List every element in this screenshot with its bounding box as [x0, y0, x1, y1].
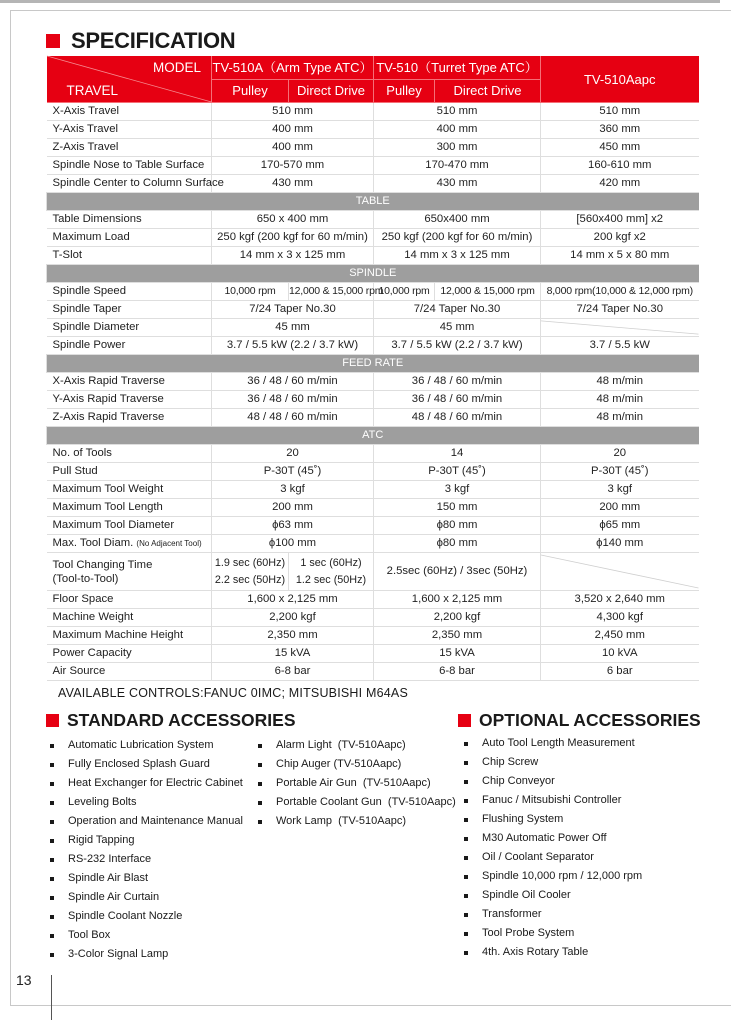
not-applicable-slash	[541, 553, 699, 590]
model-travel-corner	[47, 56, 212, 103]
model-travel-corner-box	[47, 56, 212, 102]
table-row	[47, 247, 699, 265]
cell-tv510a: 48 / 48 / 60 m/min	[212, 409, 374, 427]
model-label: MODEL	[152, 60, 201, 75]
cell-tv510a: 170-570 mm	[212, 157, 374, 175]
row-label: Y-Axis Travel	[47, 121, 212, 139]
cell-tv510a: 510 mm	[212, 103, 374, 121]
row-label: Maximum Machine Height	[47, 627, 212, 645]
list-item-text: Tool Probe System	[482, 927, 575, 939]
list-item	[464, 734, 700, 753]
specification-title: SPECIFICATION	[71, 28, 236, 53]
row-label-line-1: Tool Changing Time	[52, 558, 153, 571]
bullet-icon	[50, 801, 54, 805]
table-row	[47, 463, 699, 481]
cell-tv510aapc: 360 mm	[541, 121, 699, 139]
cell-tv510a: 2,350 mm	[212, 627, 374, 645]
bullet-icon	[50, 953, 54, 957]
list-item	[50, 831, 250, 850]
table-row	[47, 409, 699, 427]
cell-tv510: 14	[374, 445, 541, 463]
cell-tv510: 650x400 mm	[374, 211, 541, 229]
row-label: Z-Axis Rapid Traverse	[47, 409, 212, 427]
page-top-border	[0, 0, 720, 3]
cell-tv510aapc: 8,000 rpm(10,000 & 12,000 rpm)	[541, 283, 699, 301]
cell-tv510aapc: 48 m/min	[541, 373, 699, 391]
list-item-text: Portable Air Gun (TV-510Aapc)	[276, 777, 431, 789]
section-row-feed-rate	[47, 355, 699, 373]
bullet-icon	[50, 839, 54, 843]
cell-tv510aapc: 3.7 / 5.5 kW	[541, 337, 699, 355]
cell-tv510: 6-8 bar	[374, 663, 541, 681]
available-controls-note: AVAILABLE CONTROLS:FANUC 0IMC; MITSUBISHI M64AS	[58, 686, 408, 700]
cell-tv510: 170-470 mm	[374, 157, 541, 175]
table-row	[47, 553, 699, 591]
bullet-icon	[50, 858, 54, 862]
bullet-icon	[50, 934, 54, 938]
list-item-text: Chip Conveyor	[482, 775, 555, 787]
bullet-icon	[258, 801, 262, 805]
table-row	[47, 283, 699, 301]
sub-header-pulley: Pulley	[374, 79, 435, 102]
list-item	[464, 791, 700, 810]
section-row-atc	[47, 427, 699, 445]
standard-accessories-list-aapc	[258, 736, 454, 831]
row-label-line-2: (Tool-to-Tool)	[52, 572, 119, 585]
cell-tv510aapc-not-applicable	[541, 553, 699, 591]
table-row	[47, 103, 699, 121]
table-row	[47, 645, 699, 663]
bullet-icon	[464, 894, 468, 898]
list-item	[50, 774, 250, 793]
table-row	[47, 337, 699, 355]
list-item-text: Auto Tool Length Measurement	[482, 737, 635, 749]
list-item	[50, 888, 250, 907]
cell-tv510a: 2,200 kgf	[212, 609, 374, 627]
list-item	[464, 772, 700, 791]
list-item	[258, 793, 454, 812]
bullet-icon	[464, 875, 468, 879]
bullet-icon	[50, 896, 54, 900]
row-label	[47, 535, 212, 553]
list-item-text: M30 Automatic Power Off	[482, 832, 607, 844]
bullet-icon	[258, 782, 262, 786]
cell-tv510aapc: P-30T (45˚)	[541, 463, 699, 481]
bullet-icon	[464, 856, 468, 860]
list-item	[464, 943, 700, 962]
cell-tv510a: P-30T (45˚)	[212, 463, 374, 481]
cell-tv510a-direct: 12,000 & 15,000 rpm	[289, 283, 374, 301]
list-item-text: Transformer	[482, 908, 542, 920]
row-label: Spindle Nose to Table Surface	[47, 157, 212, 175]
list-item-text: Fully Enclosed Splash Guard	[68, 758, 210, 770]
table-row	[47, 517, 699, 535]
cell-tv510: 36 / 48 / 60 m/min	[374, 391, 541, 409]
table-row	[47, 535, 699, 553]
list-item-text: Spindle Coolant Nozzle	[68, 910, 183, 922]
cell-tv510a: 430 mm	[212, 175, 374, 193]
list-item	[258, 755, 454, 774]
row-label: X-Axis Travel	[47, 103, 212, 121]
list-item	[258, 736, 454, 755]
cell-tv510a-pulley	[212, 553, 289, 591]
list-item-text: Leveling Bolts	[68, 796, 137, 808]
cell-tv510a: 3.7 / 5.5 kW (2.2 / 3.7 kW)	[212, 337, 374, 355]
cell-tv510: 300 mm	[374, 139, 541, 157]
bullet-icon	[464, 761, 468, 765]
cell-tv510a: 15 kVA	[212, 645, 374, 663]
not-applicable-slash	[541, 319, 699, 336]
cell-tv510aapc: [560x400 mm] x2	[541, 211, 699, 229]
list-item	[464, 905, 700, 924]
table-row	[47, 373, 699, 391]
model-header-tv510a: TV-510A（Arm Type ATC）	[212, 56, 374, 79]
list-item	[464, 867, 700, 886]
table-row	[47, 609, 699, 627]
cell-tv510a-direct	[289, 553, 374, 591]
list-item	[258, 812, 454, 831]
bullet-icon	[464, 742, 468, 746]
list-item	[258, 774, 454, 793]
table-row	[47, 157, 699, 175]
row-label: Maximum Tool Length	[47, 499, 212, 517]
list-item-text: 3-Color Signal Lamp	[68, 948, 169, 960]
list-item	[464, 753, 700, 772]
sub-header-pulley: Pulley	[212, 79, 289, 102]
cell-tv510: 430 mm	[374, 175, 541, 193]
table-row	[47, 481, 699, 499]
cell-tv510a: 45 mm	[212, 319, 374, 337]
list-item	[50, 945, 250, 964]
list-item-text: Work Lamp (TV-510Aapc)	[276, 815, 407, 827]
optional-accessories-list	[464, 734, 700, 962]
cell-tv510: P-30T (45˚)	[374, 463, 541, 481]
table-row	[47, 229, 699, 247]
bullet-icon	[464, 913, 468, 917]
cell-tv510aapc: 7/24 Taper No.30	[541, 301, 699, 319]
list-item-text: Spindle Oil Cooler	[482, 889, 571, 901]
table-row	[47, 139, 699, 157]
list-item-text: Portable Coolant Gun (TV-510Aapc)	[276, 796, 456, 808]
sub-header-direct-drive: Direct Drive	[435, 79, 541, 102]
cell-tv510aapc: 2,450 mm	[541, 627, 699, 645]
cell-tv510a-pulley: 10,000 rpm	[212, 283, 289, 301]
row-label: Maximum Tool Weight	[47, 481, 212, 499]
list-item-text: Spindle Air Curtain	[68, 891, 160, 903]
table-row	[47, 211, 699, 229]
cell-tv510: 45 mm	[374, 319, 541, 337]
cell-tv510a: 20	[212, 445, 374, 463]
standard-accessories-title: STANDARD ACCESSORIES	[67, 710, 296, 730]
cell-tv510a: 36 / 48 / 60 m/min	[212, 373, 374, 391]
list-item-text: Operation and Maintenance Manual	[68, 815, 243, 827]
list-item-text: Oil / Coolant Separator	[482, 851, 594, 863]
list-item	[464, 886, 700, 905]
cell-tv510a: 400 mm	[212, 139, 374, 157]
standard-accessories-list	[50, 736, 250, 964]
specification-table	[46, 56, 699, 681]
optional-accessories-heading	[458, 710, 701, 730]
bullet-icon	[258, 763, 262, 767]
list-item	[464, 848, 700, 867]
value-60hz: 1 sec (60Hz)	[300, 556, 362, 569]
page-number: 13	[16, 972, 32, 988]
list-item-text: Spindle 10,000 rpm / 12,000 rpm	[482, 870, 643, 882]
cell-tv510: 250 kgf (200 kgf for 60 m/min)	[374, 229, 541, 247]
specification-heading	[46, 28, 235, 54]
cell-tv510: ϕ80 mm	[374, 517, 541, 535]
list-item-text: Tool Box	[68, 929, 111, 941]
list-item	[50, 755, 250, 774]
section-label: SPINDLE	[47, 265, 699, 283]
list-item-text: Heat Exchanger for Electric Cabinet	[68, 777, 243, 789]
list-item-text: 4th. Axis Rotary Table	[482, 946, 589, 958]
cell-tv510a: 200 mm	[212, 499, 374, 517]
bullet-icon	[464, 818, 468, 822]
cell-tv510: 1,600 x 2,125 mm	[374, 591, 541, 609]
cell-tv510a: 650 x 400 mm	[212, 211, 374, 229]
bullet-icon	[50, 915, 54, 919]
list-item	[50, 793, 250, 812]
row-label: Air Source	[47, 663, 212, 681]
bullet-icon	[50, 877, 54, 881]
table-row	[47, 627, 699, 645]
bullet-icon	[258, 820, 262, 824]
row-label: Maximum Tool Diameter	[47, 517, 212, 535]
list-item	[50, 869, 250, 888]
cell-tv510aapc: 200 kgf x2	[541, 229, 699, 247]
row-label: Y-Axis Rapid Traverse	[47, 391, 212, 409]
list-item	[464, 829, 700, 848]
list-item-text: Flushing System	[482, 813, 564, 825]
standard-accessories-heading	[46, 710, 296, 730]
cell-tv510a: 36 / 48 / 60 m/min	[212, 391, 374, 409]
cell-tv510: 3 kgf	[374, 481, 541, 499]
page-number-rule	[51, 975, 52, 1020]
cell-tv510: 15 kVA	[374, 645, 541, 663]
section-row-spindle	[47, 265, 699, 283]
row-label: Power Capacity	[47, 645, 212, 663]
cell-tv510aapc: 6 bar	[541, 663, 699, 681]
travel-label: TRAVEL	[66, 83, 119, 98]
optional-accessories-title: OPTIONAL ACCESSORIES	[479, 710, 701, 730]
bullet-icon	[50, 782, 54, 786]
list-item-text: Fanuc / Mitsubishi Controller	[482, 794, 622, 806]
cell-tv510: 14 mm x 3 x 125 mm	[374, 247, 541, 265]
list-item	[50, 812, 250, 831]
cell-tv510aapc: 48 m/min	[541, 391, 699, 409]
row-label: Spindle Center to Column Surface	[47, 175, 212, 193]
cell-tv510: 2,350 mm	[374, 627, 541, 645]
cell-tv510aapc: 450 mm	[541, 139, 699, 157]
cell-tv510: 150 mm	[374, 499, 541, 517]
bullet-icon	[50, 820, 54, 824]
section-row-table	[47, 193, 699, 211]
cell-tv510aapc: 200 mm	[541, 499, 699, 517]
cell-tv510: 3.7 / 5.5 kW (2.2 / 3.7 kW)	[374, 337, 541, 355]
bullet-icon	[50, 763, 54, 767]
cell-tv510: 7/24 Taper No.30	[374, 301, 541, 319]
value-60hz: 1.9 sec (60Hz)	[214, 556, 286, 569]
table-row	[47, 301, 699, 319]
row-label: T-Slot	[47, 247, 212, 265]
table-row	[47, 391, 699, 409]
table-row	[47, 663, 699, 681]
red-square-icon	[458, 714, 471, 727]
cell-tv510aapc: 510 mm	[541, 103, 699, 121]
cell-tv510: 510 mm	[374, 103, 541, 121]
table-row	[47, 319, 699, 337]
cell-tv510-direct: 12,000 & 15,000 rpm	[435, 283, 541, 301]
cell-tv510a: 3 kgf	[212, 481, 374, 499]
bullet-icon	[464, 932, 468, 936]
table-row	[47, 591, 699, 609]
bullet-icon	[464, 780, 468, 784]
cell-tv510aapc: 14 mm x 5 x 80 mm	[541, 247, 699, 265]
row-label: Table Dimensions	[47, 211, 212, 229]
row-label: No. of Tools	[47, 445, 212, 463]
cell-tv510a: 7/24 Taper No.30	[212, 301, 374, 319]
red-square-icon	[46, 34, 60, 48]
list-item-text: RS-232 Interface	[68, 853, 152, 865]
cell-tv510a: 6-8 bar	[212, 663, 374, 681]
cell-tv510aapc-not-applicable	[541, 319, 699, 337]
row-label: Spindle Diameter	[47, 319, 212, 337]
model-header-tv510: TV-510（Turret Type ATC）	[374, 56, 541, 79]
cell-tv510: 2.5sec (60Hz) / 3sec (50Hz)	[374, 553, 541, 591]
section-label: FEED RATE	[47, 355, 699, 373]
cell-tv510a: ϕ63 mm	[212, 517, 374, 535]
list-item	[464, 810, 700, 829]
cell-tv510aapc: 160-610 mm	[541, 157, 699, 175]
cell-tv510aapc: 20	[541, 445, 699, 463]
section-label: ATC	[47, 427, 699, 445]
cell-tv510aapc: 3,520 x 2,640 mm	[541, 591, 699, 609]
row-label: Spindle Power	[47, 337, 212, 355]
list-item-text: Rigid Tapping	[68, 834, 135, 846]
table-row	[47, 121, 699, 139]
row-label-text: Max. Tool Diam.	[52, 537, 134, 549]
list-item-text: Alarm Light (TV-510Aapc)	[276, 739, 406, 751]
row-label: Pull Stud	[47, 463, 212, 481]
list-item-text: Chip Screw	[482, 756, 539, 768]
list-item-text: Spindle Air Blast	[68, 872, 149, 884]
bullet-icon	[464, 951, 468, 955]
cell-tv510: 2,200 kgf	[374, 609, 541, 627]
specification-table-wrapper	[46, 56, 698, 681]
list-item	[464, 924, 700, 943]
cell-tv510aapc: ϕ65 mm	[541, 517, 699, 535]
bullet-icon	[464, 799, 468, 803]
row-label: X-Axis Rapid Traverse	[47, 373, 212, 391]
header-row-models	[47, 56, 699, 79]
list-item	[50, 907, 250, 926]
cell-tv510aapc: 4,300 kgf	[541, 609, 699, 627]
bullet-icon	[464, 837, 468, 841]
cell-tv510aapc: ϕ140 mm	[541, 535, 699, 553]
sub-header-direct-drive: Direct Drive	[289, 79, 374, 102]
cell-tv510aapc: 10 kVA	[541, 645, 699, 663]
list-item	[50, 736, 250, 755]
row-label: Machine Weight	[47, 609, 212, 627]
list-item	[50, 850, 250, 869]
cell-tv510a: 400 mm	[212, 121, 374, 139]
list-item	[50, 926, 250, 945]
cell-tv510: 36 / 48 / 60 m/min	[374, 373, 541, 391]
model-header-tv510aapc: TV-510Aapc	[541, 56, 699, 103]
value-50hz: 1.2 sec (50Hz)	[295, 573, 367, 586]
red-square-icon	[46, 714, 59, 727]
table-row	[47, 175, 699, 193]
row-label: Floor Space	[47, 591, 212, 609]
cell-tv510: ϕ80 mm	[374, 535, 541, 553]
cell-tv510-pulley: 10,000 rpm	[374, 283, 435, 301]
cell-tv510a: 250 kgf (200 kgf for 60 m/min)	[212, 229, 374, 247]
cell-tv510: 400 mm	[374, 121, 541, 139]
row-label: Z-Axis Travel	[47, 139, 212, 157]
table-row	[47, 499, 699, 517]
section-label: TABLE	[47, 193, 699, 211]
table-row	[47, 445, 699, 463]
row-label: Maximum Load	[47, 229, 212, 247]
row-label-note: (No Adjacent Tool)	[136, 539, 202, 548]
row-label	[47, 553, 212, 591]
row-label: Spindle Speed	[47, 283, 212, 301]
list-item-text: Automatic Lubrication System	[68, 739, 214, 751]
cell-tv510a: ϕ100 mm	[212, 535, 374, 553]
bullet-icon	[258, 744, 262, 748]
cell-tv510aapc: 3 kgf	[541, 481, 699, 499]
cell-tv510aapc: 420 mm	[541, 175, 699, 193]
row-label: Spindle Taper	[47, 301, 212, 319]
cell-tv510: 48 / 48 / 60 m/min	[374, 409, 541, 427]
list-item-text: Chip Auger (TV-510Aapc)	[276, 758, 402, 770]
cell-tv510a: 1,600 x 2,125 mm	[212, 591, 374, 609]
cell-tv510a: 14 mm x 3 x 125 mm	[212, 247, 374, 265]
cell-tv510aapc: 48 m/min	[541, 409, 699, 427]
value-50hz: 2.2 sec (50Hz)	[214, 573, 286, 586]
bullet-icon	[50, 744, 54, 748]
